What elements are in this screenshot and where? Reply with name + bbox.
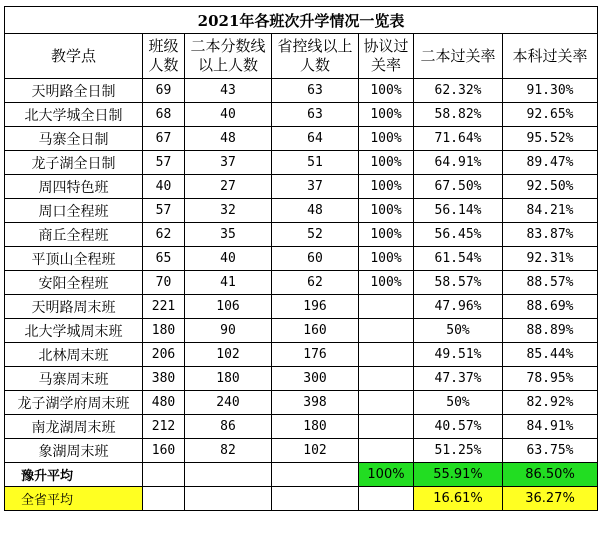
second-tier-count-cell[interactable]: 86: [185, 415, 272, 439]
agreement-rate-cell[interactable]: 100%: [359, 247, 414, 271]
location-cell[interactable]: 平顶山全程班: [5, 247, 143, 271]
agreement-rate-cell[interactable]: [359, 319, 414, 343]
location-cell[interactable]: 周四特色班: [5, 175, 143, 199]
second-tier-rate-cell[interactable]: 50%: [414, 319, 503, 343]
header-cell-provincial-count[interactable]: 省控线以上人数: [272, 34, 359, 79]
second-tier-rate-cell[interactable]: 64.91%: [414, 151, 503, 175]
undergrad-rate-cell[interactable]: 85.44%: [503, 343, 598, 367]
table-cell[interactable]: [143, 487, 185, 511]
provincial-count-cell[interactable]: 300: [272, 367, 359, 391]
agreement-rate-cell[interactable]: [359, 343, 414, 367]
second-tier-count-cell[interactable]: 41: [185, 271, 272, 295]
undergrad-rate-cell[interactable]: 89.47%: [503, 151, 598, 175]
provincial-count-cell[interactable]: 176: [272, 343, 359, 367]
location-cell[interactable]: 周口全程班: [5, 199, 143, 223]
undergrad-rate-cell[interactable]: 92.50%: [503, 175, 598, 199]
table-cell[interactable]: [143, 463, 185, 487]
table-row: [5, 103, 598, 127]
provincial-count-cell[interactable]: 180: [272, 415, 359, 439]
undergrad-rate-cell[interactable]: 91.30%: [503, 79, 598, 103]
summary-undergrad-rate[interactable]: 86.50%: [503, 463, 598, 487]
title-row: [5, 7, 598, 34]
class-size-cell[interactable]: 221: [143, 295, 185, 319]
provincial-count-cell[interactable]: 102: [272, 439, 359, 463]
agreement-rate-cell[interactable]: 100%: [359, 199, 414, 223]
summary-agreement-rate[interactable]: 100%: [359, 463, 414, 487]
agreement-rate-cell[interactable]: 100%: [359, 103, 414, 127]
summary-row-province: [5, 487, 598, 511]
provincial-count-cell[interactable]: 51: [272, 151, 359, 175]
class-size-cell[interactable]: 480: [143, 391, 185, 415]
table-row: [5, 223, 598, 247]
class-size-cell[interactable]: 380: [143, 367, 185, 391]
summary-row-yusheng: [5, 463, 598, 487]
agreement-rate-cell[interactable]: [359, 415, 414, 439]
summary-agreement-rate[interactable]: [359, 487, 414, 511]
location-cell[interactable]: 马寨全日制: [5, 127, 143, 151]
undergrad-rate-cell[interactable]: 84.91%: [503, 415, 598, 439]
table-row: [5, 295, 598, 319]
second-tier-rate-cell[interactable]: 58.82%: [414, 103, 503, 127]
second-tier-count-cell[interactable]: 40: [185, 103, 272, 127]
location-cell[interactable]: 天明路周末班: [5, 295, 143, 319]
second-tier-rate-cell[interactable]: 49.51%: [414, 343, 503, 367]
spreadsheet: [4, 6, 597, 511]
second-tier-rate-cell[interactable]: 47.37%: [414, 367, 503, 391]
table-row: [5, 415, 598, 439]
provincial-count-cell[interactable]: 62: [272, 271, 359, 295]
location-cell[interactable]: 天明路全日制: [5, 79, 143, 103]
provincial-count-cell[interactable]: 160: [272, 319, 359, 343]
second-tier-count-cell[interactable]: 106: [185, 295, 272, 319]
summary-undergrad-rate[interactable]: 36.27%: [503, 487, 598, 511]
provincial-count-cell[interactable]: 37: [272, 175, 359, 199]
summary-label[interactable]: 豫升平均: [5, 463, 143, 487]
class-size-cell[interactable]: 180: [143, 319, 185, 343]
provincial-count-cell[interactable]: 398: [272, 391, 359, 415]
class-size-cell[interactable]: 67: [143, 127, 185, 151]
summary-label[interactable]: 全省平均: [5, 487, 143, 511]
location-cell[interactable]: 马寨周末班: [5, 367, 143, 391]
provincial-count-cell[interactable]: 48: [272, 199, 359, 223]
agreement-rate-cell[interactable]: 100%: [359, 223, 414, 247]
undergrad-rate-cell[interactable]: 84.21%: [503, 199, 598, 223]
second-tier-rate-cell[interactable]: 71.64%: [414, 127, 503, 151]
second-tier-rate-cell[interactable]: 50%: [414, 391, 503, 415]
location-cell[interactable]: 龙子湖学府周末班: [5, 391, 143, 415]
class-size-cell[interactable]: 212: [143, 415, 185, 439]
location-cell[interactable]: 北大学城全日制: [5, 103, 143, 127]
location-cell[interactable]: 北大学城周末班: [5, 319, 143, 343]
table-cell[interactable]: [185, 463, 272, 487]
undergrad-rate-cell[interactable]: 92.65%: [503, 103, 598, 127]
header-cell-second-tier-count[interactable]: 二本分数线以上人数: [185, 34, 272, 79]
undergrad-rate-cell[interactable]: 88.57%: [503, 271, 598, 295]
class-size-cell[interactable]: 57: [143, 199, 185, 223]
agreement-rate-cell[interactable]: 100%: [359, 79, 414, 103]
location-cell[interactable]: 象湖周末班: [5, 439, 143, 463]
table-row: [5, 391, 598, 415]
agreement-rate-cell[interactable]: 100%: [359, 271, 414, 295]
agreement-rate-cell[interactable]: [359, 439, 414, 463]
second-tier-count-cell[interactable]: 40: [185, 247, 272, 271]
second-tier-rate-cell[interactable]: 67.50%: [414, 175, 503, 199]
provincial-count-cell[interactable]: 196: [272, 295, 359, 319]
location-cell[interactable]: 商丘全程班: [5, 223, 143, 247]
provincial-count-cell[interactable]: 60: [272, 247, 359, 271]
table-row: [5, 367, 598, 391]
class-size-cell[interactable]: 206: [143, 343, 185, 367]
second-tier-rate-cell[interactable]: 40.57%: [414, 415, 503, 439]
location-cell[interactable]: 南龙湖周末班: [5, 415, 143, 439]
table-row: [5, 271, 598, 295]
provincial-count-cell[interactable]: 63: [272, 103, 359, 127]
class-size-cell[interactable]: 69: [143, 79, 185, 103]
location-cell[interactable]: 龙子湖全日制: [5, 151, 143, 175]
undergrad-rate-cell[interactable]: 88.89%: [503, 319, 598, 343]
table-title[interactable]: 2021年各班次升学情况一览表: [5, 7, 598, 34]
provincial-count-cell[interactable]: 64: [272, 127, 359, 151]
table-row: [5, 343, 598, 367]
class-size-cell[interactable]: 40: [143, 175, 185, 199]
undergrad-rate-cell[interactable]: 95.52%: [503, 127, 598, 151]
second-tier-count-cell[interactable]: 48: [185, 127, 272, 151]
agreement-rate-cell[interactable]: [359, 367, 414, 391]
agreement-rate-cell[interactable]: 100%: [359, 151, 414, 175]
header-cell-agreement-rate[interactable]: 协议过关率: [359, 34, 414, 79]
second-tier-rate-cell[interactable]: 47.96%: [414, 295, 503, 319]
class-size-cell[interactable]: 65: [143, 247, 185, 271]
table-cell[interactable]: [272, 463, 359, 487]
table-cell[interactable]: [185, 487, 272, 511]
table-row: [5, 151, 598, 175]
header-cell-class-size[interactable]: 班级人数: [143, 34, 185, 79]
table-row: [5, 79, 598, 103]
second-tier-rate-cell[interactable]: 61.54%: [414, 247, 503, 271]
table-row: [5, 439, 598, 463]
table-row: [5, 127, 598, 151]
class-size-cell[interactable]: 57: [143, 151, 185, 175]
second-tier-count-cell[interactable]: 180: [185, 367, 272, 391]
table-row: [5, 175, 598, 199]
table-row: [5, 247, 598, 271]
second-tier-count-cell[interactable]: 37: [185, 151, 272, 175]
location-cell[interactable]: 北林周末班: [5, 343, 143, 367]
header-row: [5, 34, 598, 79]
second-tier-count-cell[interactable]: 240: [185, 391, 272, 415]
header-cell-undergrad-rate[interactable]: 本科过关率: [503, 34, 598, 79]
class-size-cell[interactable]: 160: [143, 439, 185, 463]
second-tier-count-cell[interactable]: 90: [185, 319, 272, 343]
enrollment-table: [4, 6, 598, 511]
agreement-rate-cell[interactable]: 100%: [359, 127, 414, 151]
undergrad-rate-cell[interactable]: 88.69%: [503, 295, 598, 319]
provincial-count-cell[interactable]: 52: [272, 223, 359, 247]
table-cell[interactable]: [272, 487, 359, 511]
agreement-rate-cell[interactable]: 100%: [359, 175, 414, 199]
agreement-rate-cell[interactable]: [359, 295, 414, 319]
location-cell[interactable]: 安阳全程班: [5, 271, 143, 295]
undergrad-rate-cell[interactable]: 83.87%: [503, 223, 598, 247]
second-tier-count-cell[interactable]: 32: [185, 199, 272, 223]
second-tier-rate-cell[interactable]: 51.25%: [414, 439, 503, 463]
second-tier-rate-cell[interactable]: 56.45%: [414, 223, 503, 247]
second-tier-rate-cell[interactable]: 58.57%: [414, 271, 503, 295]
second-tier-count-cell[interactable]: 35: [185, 223, 272, 247]
second-tier-count-cell[interactable]: 82: [185, 439, 272, 463]
second-tier-count-cell[interactable]: 43: [185, 79, 272, 103]
header-cell-location[interactable]: 教学点: [5, 34, 143, 79]
provincial-count-cell[interactable]: 63: [272, 79, 359, 103]
agreement-rate-cell[interactable]: [359, 391, 414, 415]
second-tier-rate-cell[interactable]: 62.32%: [414, 79, 503, 103]
class-size-cell[interactable]: 70: [143, 271, 185, 295]
class-size-cell[interactable]: 62: [143, 223, 185, 247]
second-tier-count-cell[interactable]: 27: [185, 175, 272, 199]
class-size-cell[interactable]: 68: [143, 103, 185, 127]
second-tier-count-cell[interactable]: 102: [185, 343, 272, 367]
second-tier-rate-cell[interactable]: 56.14%: [414, 199, 503, 223]
table-row: [5, 199, 598, 223]
table-row: [5, 319, 598, 343]
undergrad-rate-cell[interactable]: 92.31%: [503, 247, 598, 271]
summary-second-tier-rate[interactable]: 55.91%: [414, 463, 503, 487]
summary-second-tier-rate[interactable]: 16.61%: [414, 487, 503, 511]
undergrad-rate-cell[interactable]: 78.95%: [503, 367, 598, 391]
header-cell-second-tier-rate[interactable]: 二本过关率: [414, 34, 503, 79]
undergrad-rate-cell[interactable]: 63.75%: [503, 439, 598, 463]
undergrad-rate-cell[interactable]: 82.92%: [503, 391, 598, 415]
